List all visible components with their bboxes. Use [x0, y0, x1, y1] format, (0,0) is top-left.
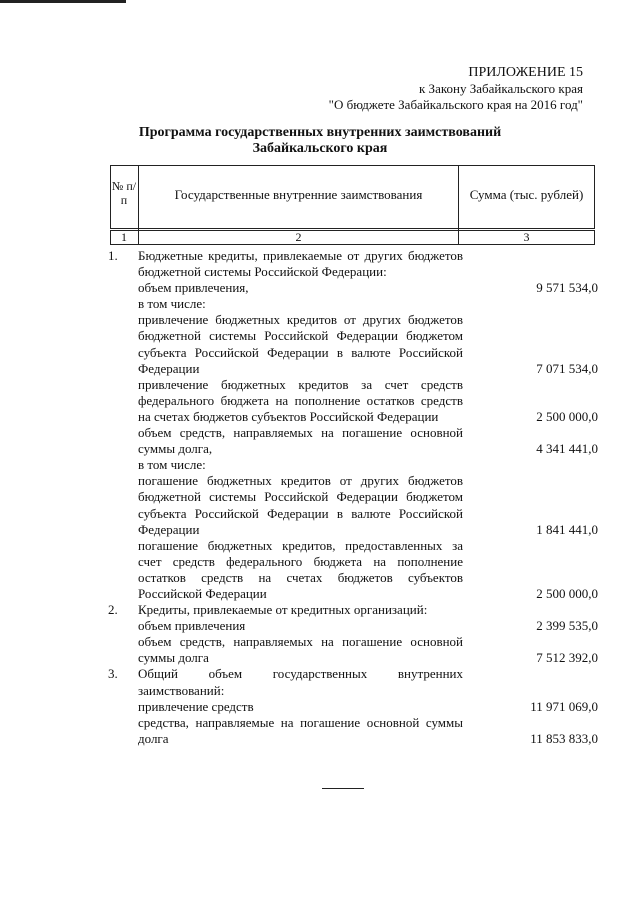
table-row [138, 634, 598, 666]
table-row [138, 296, 598, 312]
row-value: 7 071 534,0 [536, 360, 598, 376]
table-row [138, 602, 598, 618]
row-text: Общий объем государственных внутренних заимствований: [138, 666, 463, 698]
row-text: объем привлечения, [138, 280, 249, 296]
row-text: в том числе: [138, 457, 206, 473]
row-text: привлечение бюджетных кредитов от других бюджетов бюджетной системы Российской Федерации бюджетом субъекта Российской Федерации в валюте Российской Федерации [138, 312, 463, 376]
row-text: погашение бюджетных кредитов от других бюджетов бюджетной системы Российской Федерации бюджетом субъекта Российской Федерации в валюте Российской Федерации [138, 473, 463, 537]
table-row [138, 312, 598, 376]
row-text: привлечение бюджетных кредитов за счет средств федерального бюджета на пополнение остатков средств на счетах бюджетов субъектов Российской Федерации [138, 376, 463, 424]
item-number: 1. [108, 248, 118, 263]
row-text: в том числе: [138, 296, 206, 312]
row-value: 1 841 441,0 [536, 521, 598, 537]
row-value: 11 971 069,0 [530, 698, 598, 714]
item-number: 3. [108, 666, 118, 682]
appendix-number: ПРИЛОЖЕНИЕ 15 [468, 65, 583, 80]
row-value: 2 500 000,0 [536, 585, 598, 601]
table-row [138, 618, 598, 634]
column-number-2: 2 [295, 230, 302, 244]
appendix-law-title: "О бюджете Забайкальского края на 2016 год" [328, 97, 583, 112]
row-text: погашение бюджетных кредитов, предоставленных за счет средств федерального бюджета на пополнение остатков средств на счетах бюджетов субъектов Российской Федерации [138, 537, 463, 601]
row-value: 9 571 534,0 [536, 280, 598, 296]
appendix-header [329, 64, 583, 113]
row-text: объем привлечения [138, 618, 246, 634]
table-row [138, 377, 598, 425]
title-line-1: Программа государственных внутренних заимствований [138, 125, 502, 140]
column-number-3: 3 [523, 230, 530, 244]
top-rule [0, 0, 126, 3]
item-content [138, 602, 598, 666]
document-title [0, 125, 640, 157]
table-row [138, 457, 598, 473]
table-item [108, 248, 598, 602]
table-row [138, 425, 598, 457]
borrowings-table-body [108, 248, 598, 747]
item-number: 2. [108, 602, 118, 618]
row-value: 11 853 833,0 [530, 730, 598, 746]
table-row [138, 699, 598, 715]
item-content [138, 248, 598, 602]
row-value: 7 512 392,0 [536, 650, 598, 666]
column-number-1: 1 [121, 230, 127, 244]
table-header [110, 165, 595, 245]
header-col-borrowings: Государственные внутренние заимствования [174, 187, 423, 202]
row-text: привлечение средств [138, 698, 254, 714]
table-row [138, 280, 598, 296]
table-row [138, 248, 598, 280]
row-text: Кредиты, привлекаемые от кредитных организаций: [138, 602, 428, 618]
table-row [138, 473, 598, 537]
header-col-number: № п/п [111, 179, 137, 207]
row-text: объем средств, направляемых на погашение основной суммы долга, [138, 425, 463, 457]
row-value: 2 500 000,0 [536, 408, 598, 424]
table-item [108, 666, 598, 746]
row-text: объем средств, направляемых на погашение основной суммы долга [138, 634, 463, 666]
table-row [138, 666, 598, 698]
title-line-2: Забайкальского края [252, 141, 388, 156]
end-rule [322, 788, 364, 789]
row-text: Бюджетные кредиты, привлекаемые от других бюджетов бюджетной системы Российской Федерации: [138, 248, 463, 280]
appendix-law-ref: к Закону Забайкальского края [418, 81, 583, 96]
item-content [138, 666, 598, 746]
table-row [138, 538, 598, 602]
row-text: средства, направляемые на погашение основной суммы долга [138, 714, 463, 746]
row-value: 4 341 441,0 [536, 441, 598, 457]
table-row [138, 715, 598, 747]
table-item [108, 602, 598, 666]
header-col-amount: Сумма (тыс. рублей) [469, 187, 584, 202]
row-value: 2 399 535,0 [536, 618, 598, 634]
